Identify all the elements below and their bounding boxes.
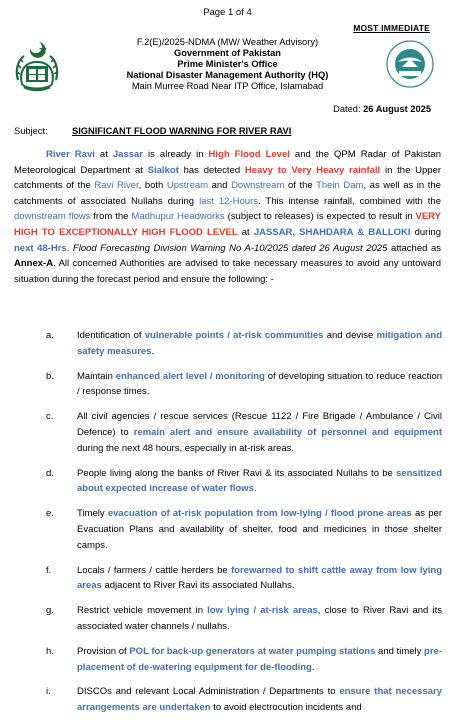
list-item — [0, 466, 455, 498]
item-highlight: remain alert and ensure availability of personnel and equipment — [133, 426, 442, 438]
item-highlight: pre-placement of de-watering equipment for de-flooding — [77, 645, 442, 673]
item-letter: i. — [46, 686, 51, 698]
headworks-name: Madhupur Headworks — [131, 211, 225, 223]
affected-stations: JASSAR, SHAHDARA & BALLOKI — [253, 226, 411, 238]
body-text: is already in — [143, 149, 209, 160]
radar-location: Sialkot — [147, 164, 179, 176]
flood-level: High Flood Level — [208, 149, 290, 160]
body-text: from the — [90, 211, 132, 223]
item-text: Timely — [77, 508, 108, 520]
authority-line: National Disaster Management Authority (HQ) — [126, 70, 329, 80]
address-line: Main Murree Road Near ITP Office, Islamabad — [131, 81, 324, 91]
item-highlight: evacuation of at-risk population from low-lying / flood prone areas — [107, 508, 412, 520]
item-text: during the next 48 hours, especially in at-risk areas. — [77, 442, 295, 454]
body-text: in the Upper catchments of the — [14, 164, 441, 192]
item-highlight: vulnerable points / at-risk communities — [144, 330, 324, 341]
item-text: Locals / farmers / cattle herders be — [77, 564, 232, 576]
item-text: DISCOs and relevant Local Administration / Departments to — [77, 686, 340, 698]
item-letter: h. — [46, 645, 54, 657]
time-period: last 12-Hours — [199, 195, 258, 207]
date-label: Dated: — [333, 104, 364, 114]
item-text: Identification of — [77, 330, 145, 341]
list-item — [0, 684, 455, 716]
flood-forecast: VERY HIGH TO EXCEPTIONALLY HIGH FLOOD LEVEL — [14, 211, 442, 238]
subject-line — [14, 126, 291, 136]
body-text: at — [94, 149, 113, 160]
item-letter: b. — [46, 370, 54, 382]
list-item — [0, 644, 455, 676]
annex-label: Annex-A — [14, 258, 54, 270]
item-highlight: POL for back-up generators at water pumping stations — [129, 645, 376, 657]
item-text: of developing situation to reduce reaction / response times. — [77, 370, 442, 398]
item-highlight: forewarned to shift cattle away from low lying areas — [77, 564, 442, 592]
item-text: . — [253, 483, 257, 495]
letterhead — [0, 37, 455, 92]
item-highlight: ensure that necessary arrangements are undertaken — [77, 686, 442, 714]
body-text: . — [66, 242, 73, 254]
body-text: , both — [138, 180, 167, 192]
body-text: . This intense rainfall, combined with the — [257, 195, 441, 207]
downstream-term: Downstream — [231, 180, 285, 192]
item-text: and devise — [323, 330, 377, 341]
item-highlight: sensitized about expected increase of water flows — [77, 467, 442, 495]
item-letter: a. — [46, 330, 54, 341]
item-text: , close to River Ravi and its associated water channels / nullahs. — [77, 605, 442, 632]
list-item — [0, 409, 455, 456]
govt-line: Government of Pakistan — [174, 48, 281, 58]
body-paragraph — [14, 147, 441, 287]
item-text: Maintain — [77, 370, 116, 382]
body-text: , as well as in the catchments of associated Nullahs during — [14, 180, 441, 207]
item-letter: f. — [46, 564, 52, 576]
body-text: attached as — [387, 242, 442, 254]
list-item — [0, 563, 455, 595]
subject-text: SIGNIFICANT FLOOD WARNING FOR RIVER RAVI — [72, 126, 292, 136]
upstream-term: Upstream — [166, 180, 209, 192]
warning-reference: Flood Forecasting Division Warning No A-10/2025 dated 26 August 2025 — [72, 242, 388, 254]
body-text: (subject to releases) is expected to result in — [224, 211, 416, 223]
body-text: . All concerned Authorities are advised to take necessary measures to avoid any untoward situation during the forecast period and ensure the following: - — [14, 258, 441, 285]
item-text: All civil agencies / rescue services (Rescue 1122 / Fire Brigade / Ambulance / Civil Defence) to — [77, 411, 442, 438]
office-line: Prime Minister's Office — [177, 59, 278, 69]
rainfall-intensity: Heavy to Very Heavy rainfall — [244, 164, 381, 176]
dam-name: Thein Dam — [316, 180, 364, 192]
item-letter: c. — [46, 411, 54, 423]
river-name: Ravi River — [94, 180, 139, 192]
flow-term: downstream flows — [14, 211, 91, 223]
list-item — [0, 328, 455, 360]
measures-list — [0, 328, 455, 725]
body-text: during — [410, 226, 441, 238]
item-text: as per Evacuation Plans and availability of shelter, food and medicines in those shelter camps. — [77, 508, 442, 551]
body-text: at — [237, 226, 254, 238]
item-letter: d. — [46, 467, 54, 479]
page-number: Page 1 of 4 — [203, 7, 252, 18]
list-item — [0, 506, 455, 553]
station-name: Jassar — [112, 149, 143, 160]
item-text: to avoid electrocution incidents and — [210, 702, 362, 714]
list-item — [0, 369, 455, 401]
item-letter: e. — [46, 508, 54, 520]
body-text: has detected — [178, 164, 245, 176]
item-letter: g. — [46, 605, 54, 617]
item-highlight: mitigation and safety measures — [77, 330, 443, 357]
date-value: 26 August 2025 — [363, 104, 431, 114]
body-text: and the QPM Radar of Pakistan Meteorological Department at — [14, 149, 441, 176]
document-date — [333, 104, 431, 114]
river-name: River Ravi — [46, 149, 95, 160]
item-text: adjacent to River Ravi its associated Nullahs. — [101, 580, 295, 592]
body-text: of the — [284, 180, 317, 192]
item-text: Provision of — [77, 645, 130, 657]
reference-number: F.2(E)/2025-NDMA (MW/ Weather Advisory) — [136, 37, 319, 47]
list-item — [0, 603, 455, 635]
forecast-window: next 48-Hrs — [14, 242, 67, 254]
item-highlight: enhanced alert level / monitoring — [115, 370, 265, 382]
priority-label: MOST IMMEDIATE — [353, 23, 430, 33]
item-highlight: low lying / at-risk areas — [207, 605, 318, 617]
item-text: and timely — [375, 645, 425, 657]
body-text: and — [208, 180, 232, 192]
item-text: People living along the banks of River Ravi & its associated Nullahs to be — [77, 467, 397, 479]
item-text: . — [311, 661, 315, 673]
subject-label: Subject: — [14, 126, 48, 136]
item-text: . — [151, 345, 155, 357]
item-text: Restrict vehicle movement in — [77, 605, 208, 617]
